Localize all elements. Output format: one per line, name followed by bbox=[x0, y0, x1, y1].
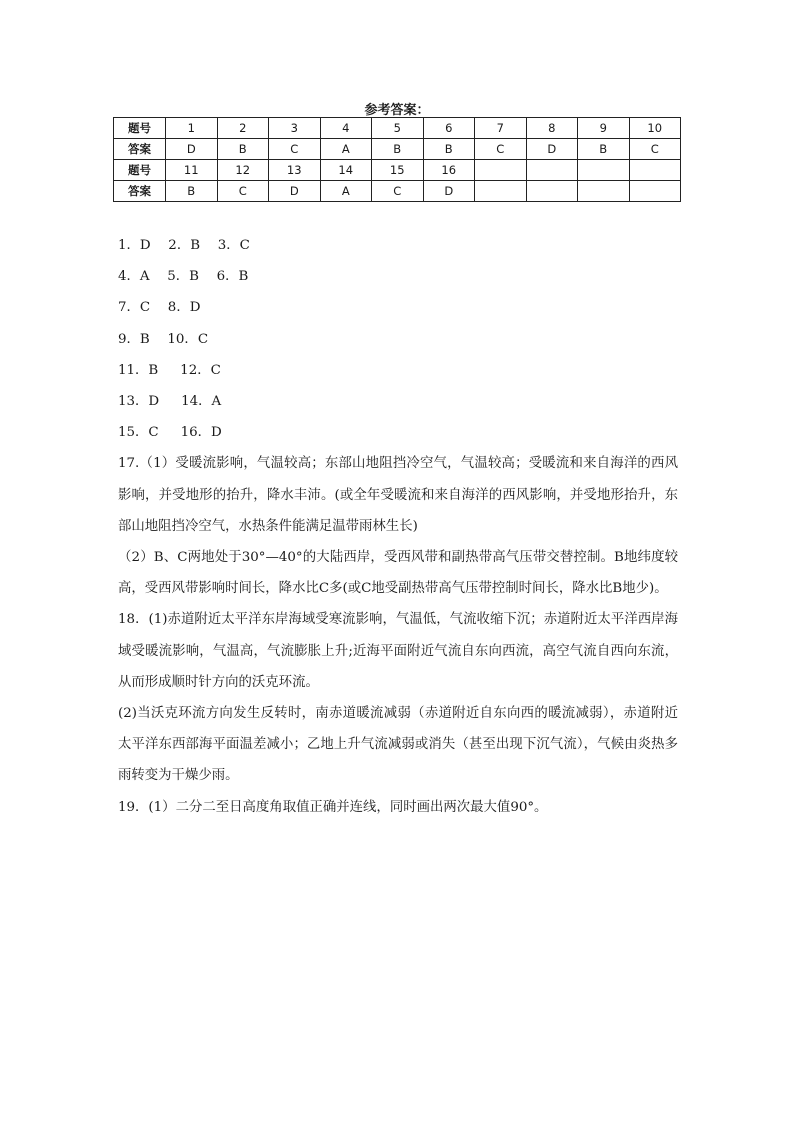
q18-part2: (2)当沃克环流方向发生反转时，南赤道暖流减弱（赤道附近自东向西的暖流减弱），赤道附近太平洋东西部海平面温差减小；乙地上升气流减弱或消失（甚至出现下沉气流），气候由炎热多雨转变为干燥少雨。 bbox=[118, 706, 678, 784]
table-cell: 1 bbox=[166, 118, 218, 139]
table-cell: 4 bbox=[320, 118, 372, 139]
table-cell: B bbox=[578, 139, 630, 160]
table-cell: 6 bbox=[423, 118, 475, 139]
table-row-header: 答案 bbox=[114, 139, 166, 160]
table-cell: 2 bbox=[217, 118, 269, 139]
table-row bbox=[114, 181, 681, 202]
table-cell: 3 bbox=[269, 118, 321, 139]
answer-line: 4．A 5．B 6．B bbox=[118, 269, 249, 285]
table-cell bbox=[629, 160, 681, 181]
table-cell: B bbox=[166, 181, 218, 202]
table-cell bbox=[578, 160, 630, 181]
table-cell: 16 bbox=[423, 160, 475, 181]
table-cell bbox=[578, 181, 630, 202]
table-cell: D bbox=[423, 181, 475, 202]
table-cell: B bbox=[217, 139, 269, 160]
q17-part2: （2）B、C两地处于30°—40°的大陆西岸，受西风带和副热带高气压带交替控制。B地纬度较高，受西风带影响时间长，降水比C多(或C地受副热带高气压带控制时间长，降水比B地少)。 bbox=[118, 550, 678, 597]
choice-answer-list bbox=[118, 230, 678, 448]
table-cell bbox=[526, 181, 578, 202]
answer-line: 7．C 8．D bbox=[118, 300, 201, 316]
table-cell: 5 bbox=[372, 118, 424, 139]
table-cell: 12 bbox=[217, 160, 269, 181]
table-cell: C bbox=[372, 181, 424, 202]
answer-table-body bbox=[114, 118, 681, 202]
table-cell: 11 bbox=[166, 160, 218, 181]
table-row-header: 题号 bbox=[114, 118, 166, 139]
table-row-header: 答案 bbox=[114, 181, 166, 202]
table-cell: C bbox=[217, 181, 269, 202]
table-row bbox=[114, 139, 681, 160]
answer-line: 9．B 10．C bbox=[118, 331, 209, 347]
table-cell: A bbox=[320, 181, 372, 202]
table-cell bbox=[526, 160, 578, 181]
table-cell: 15 bbox=[372, 160, 424, 181]
table-cell: C bbox=[475, 139, 527, 160]
answer-line: 15．C 16．D bbox=[118, 425, 222, 441]
table-cell: 8 bbox=[526, 118, 578, 139]
table-cell: 9 bbox=[578, 118, 630, 139]
table-cell: 7 bbox=[475, 118, 527, 139]
table-cell: C bbox=[269, 139, 321, 160]
table-cell: B bbox=[423, 139, 475, 160]
table-cell: B bbox=[372, 139, 424, 160]
table-row-header: 题号 bbox=[114, 160, 166, 181]
q18-part1: 18．(1)赤道附近太平洋东岸海域受寒流影响，气温低，气流收缩下沉；赤道附近太平洋西岸海域受暖流影响，气温高，气流膨胀上升;近海平面附近气流自东向西流，高空气流自西向东流，从而形成顺时针方向的沃克环流。 bbox=[118, 612, 678, 690]
table-cell bbox=[629, 181, 681, 202]
q19-part1: 19．(1）二分二至日高度角取值正确并连线，同时画出两次最大值90°。 bbox=[118, 799, 548, 815]
table-row bbox=[114, 160, 681, 181]
answer-table bbox=[113, 117, 681, 202]
table-cell bbox=[475, 160, 527, 181]
table-cell: A bbox=[320, 139, 372, 160]
table-row bbox=[114, 118, 681, 139]
table-cell: D bbox=[269, 181, 321, 202]
table-cell: 14 bbox=[320, 160, 372, 181]
table-cell: D bbox=[526, 139, 578, 160]
table-cell bbox=[475, 181, 527, 202]
answer-content bbox=[118, 230, 678, 823]
table-cell: D bbox=[166, 139, 218, 160]
answer-line: 11．B 12．C bbox=[118, 362, 221, 378]
table-cell: 13 bbox=[269, 160, 321, 181]
page-title: 参考答案： bbox=[364, 103, 430, 118]
answer-line: 1．D 2．B 3．C bbox=[118, 238, 250, 253]
answer-line: 13．D 14．A bbox=[118, 394, 222, 410]
q17-part1: 17.（1）受暖流影响，气温较高；东部山地阻挡冷空气，气温较高；受暖流和来自海洋的西风影响，并受地形的抬升，降水丰沛。(或全年受暖流和来自海洋的西风影响，并受地形抬升，东部山地阻挡冷空气，水热条件能满足温带雨林生长) bbox=[118, 456, 678, 534]
table-cell: 10 bbox=[629, 118, 681, 139]
table-cell: C bbox=[629, 139, 681, 160]
